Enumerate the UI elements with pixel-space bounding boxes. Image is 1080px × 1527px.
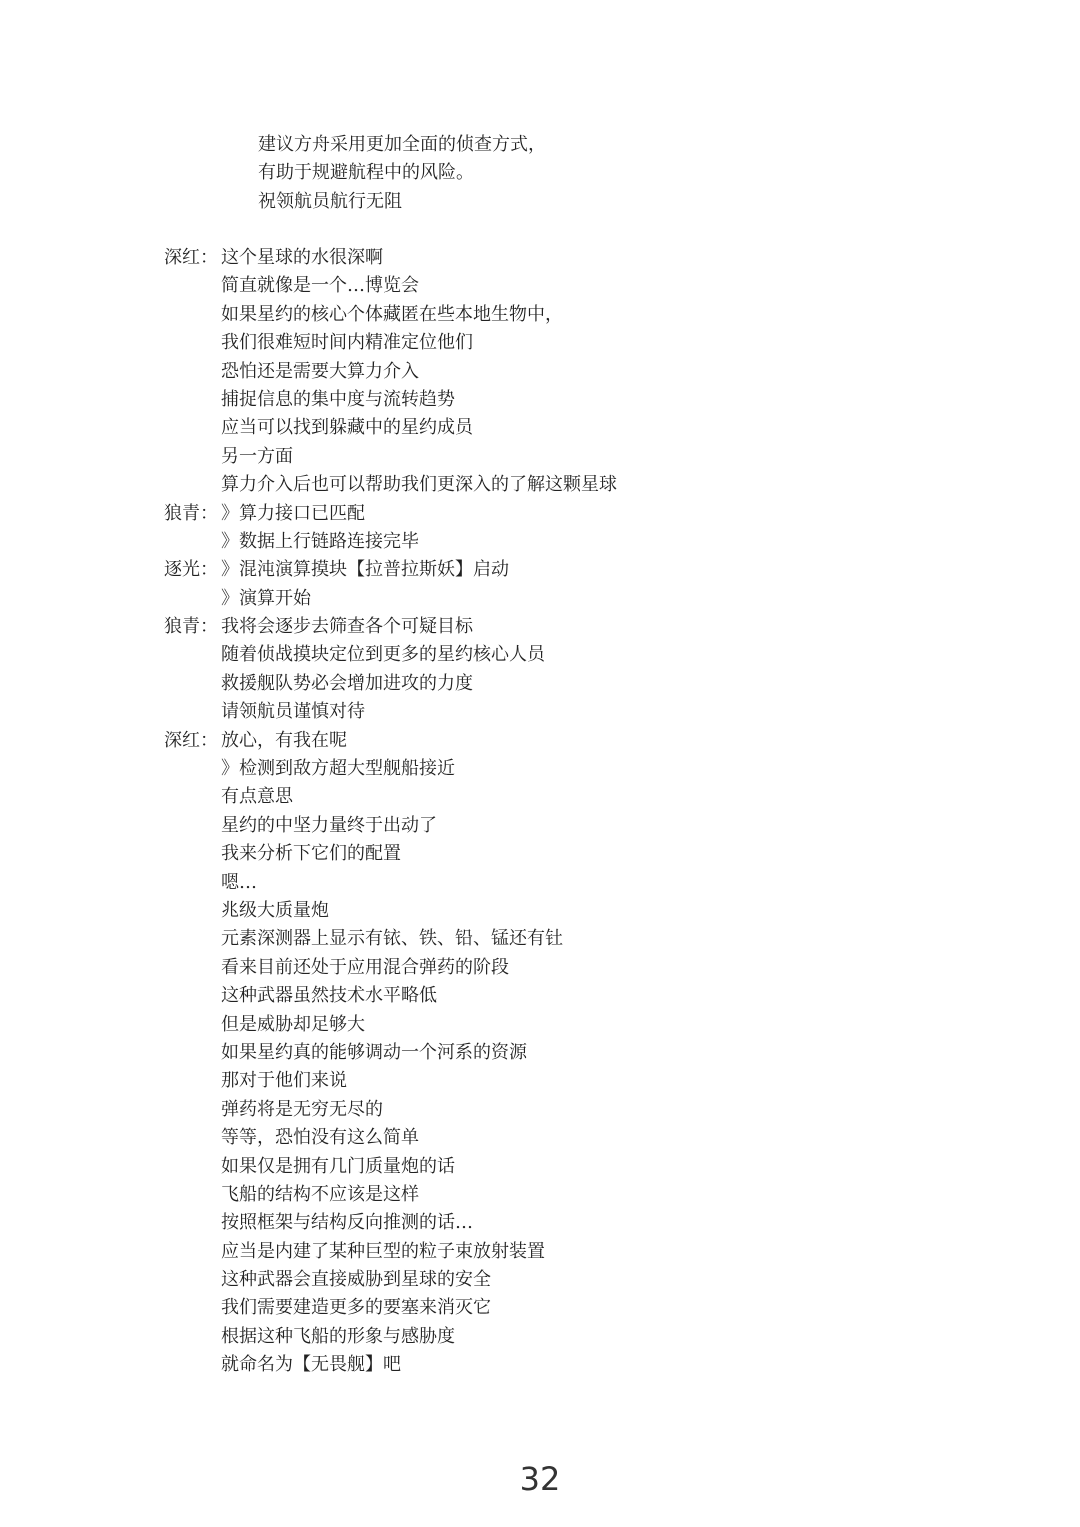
speaker-label [164,1039,221,1067]
intro-block [258,131,546,216]
dialogue-line [164,840,617,868]
speaker-label [164,386,221,414]
speaker-label [164,1294,221,1322]
dialogue-line [164,1238,617,1266]
dialogue-line [164,954,617,982]
speaker-label [164,1096,221,1124]
dialogue-text: 放心，有我在呢 [221,729,347,751]
dialogue-text: 飞船的结构不应该是这样 [221,1183,419,1205]
speaker-label [164,1209,221,1237]
dialogue-line [164,1266,617,1294]
dialogue-text: 另一方面 [221,445,293,467]
dialogue-text: 这种武器会直接威胁到星球的安全 [221,1269,491,1291]
speaker-label [164,1181,221,1209]
dialogue-line [164,244,617,272]
dialogue-line [164,1039,617,1067]
speaker-label [164,528,221,556]
speaker-label [164,1011,221,1039]
dialogue-text: 应当是内建了某种巨型的粒子束放射装置 [221,1240,545,1262]
speaker-label [164,358,221,386]
speaker-label [164,840,221,868]
dialogue-line [164,1181,617,1209]
dialogue-text: 应当可以找到躲藏中的星约成员 [221,417,473,439]
dialogue-text: 这种武器虽然技术水平略低 [221,985,437,1007]
dialogue-line [164,727,617,755]
intro-line: 祝领航员航行无阻 [258,190,402,212]
dialogue-line [164,783,617,811]
page-number: 32 [519,1460,561,1498]
dialogue-text: 如果仅是拥有几门质量炮的话 [221,1155,455,1177]
dialogue-text: 这个星球的水很深啊 [221,247,383,268]
speaker-label: 逐光： [164,559,218,581]
speaker-label [164,443,221,471]
speaker-label: 狼青： [164,502,218,524]
dialogue-text: 》数据上行链路连接完毕 [221,530,419,552]
speaker-label [164,954,221,982]
speaker-label [164,897,221,925]
speaker-label [164,783,221,811]
dialogue-text: 我将会逐步去筛查各个可疑目标 [221,616,473,638]
dialogue-text: 如果星约真的能够调动一个河系的资源 [221,1041,527,1063]
dialogue-text: 看来目前还处于应用混合弹药的阶段 [221,956,509,978]
dialogue-text: 根据这种飞船的形象与感胁度 [221,1325,455,1347]
dialogue-line [164,1096,617,1124]
speaker-label [164,414,221,442]
dialogue-line [164,1067,617,1095]
dialogue-line [164,982,617,1010]
speaker-label [164,585,221,613]
dialogue-text: 我们需要建造更多的要塞来消灭它 [221,1297,491,1319]
dialogue-text: 等等，恐怕没有这么简单 [221,1127,419,1149]
dialogue-line [164,1153,617,1181]
dialogue-line [164,556,617,584]
dialogue-text: 按照框架与结构反向推测的话… [221,1212,473,1234]
dialogue-text: 简直就像是一个…博览会 [221,275,419,297]
speaker-label [164,925,221,953]
speaker-label [164,1238,221,1266]
speaker-label [164,1323,221,1351]
speaker-label [164,471,221,499]
speaker-label: 狼青： [164,616,218,638]
dialogue-line [164,471,617,499]
speaker-label [164,1153,221,1181]
speaker-label [164,1351,221,1379]
dialogue-line [164,272,617,300]
dialogue-text: 嗯… [221,871,257,893]
dialogue-text: 随着侦战摸块定位到更多的星约核心人员 [221,644,545,666]
dialogue-line [164,301,617,329]
dialogue-line [164,358,617,386]
dialogue-line [164,1124,617,1152]
dialogue-line [164,500,617,528]
dialogue-line [164,386,617,414]
dialogue-text: 有点意思 [221,786,293,808]
dialogue-text: 弹药将是无穷无尽的 [221,1098,383,1120]
speaker-label: 深红： [164,247,218,268]
dialogue-line [164,329,617,357]
dialogue-line [164,414,617,442]
speaker-label [164,329,221,357]
speaker-label [164,301,221,329]
dialogue-line [164,1351,617,1379]
intro-line: 有助于规避航程中的风险。 [258,162,474,184]
speaker-label: 深红： [164,729,218,751]
speaker-label [164,641,221,669]
dialogue-text: 请领航员谨慎对待 [221,701,365,723]
dialogue-text: 我们很难短时间内精准定位他们 [221,332,473,354]
dialogue-text: 》演算开始 [221,587,311,609]
dialogue-line [164,925,617,953]
dialogue-text: 我来分析下它们的配置 [221,843,401,865]
dialogue-text: 》混沌演算摸块【拉普拉斯妖】启动 [221,559,509,581]
dialogue-line [164,528,617,556]
speaker-label [164,1067,221,1095]
dialogue-text: 兆级大质量炮 [221,899,329,921]
dialogue-text: 就命名为【无畏舰】吧 [221,1354,401,1376]
dialogue-text: 算力介入后也可以帮助我们更深入的了解这颗星球 [221,474,617,496]
speaker-label [164,812,221,840]
intro-line: 建议方舟采用更加全面的侦查方式， [258,134,546,155]
speaker-label [164,1266,221,1294]
dialogue-text: 如果星约的核心个体藏匿在些本地生物中， [221,303,563,325]
dialogue-line [164,812,617,840]
dialogue-text: 元素深测器上显示有铱、铁、铅、锰还有钍 [221,928,563,950]
dialogue-line [164,869,617,897]
dialogue-text: 但是威胁却足够大 [221,1013,365,1035]
speaker-label [164,869,221,897]
dialogue-line [164,1294,617,1322]
dialogue-block [164,244,617,1380]
dialogue-line [164,613,617,641]
dialogue-text: 那对于他们来说 [221,1070,347,1092]
dialogue-line [164,1011,617,1039]
dialogue-line [164,897,617,925]
dialogue-line [164,641,617,669]
dialogue-text: 》检测到敌方超大型舰船接近 [221,758,455,780]
dialogue-line [164,443,617,471]
dialogue-text: 救援舰队势必会增加进攻的力度 [221,672,473,694]
speaker-label [164,982,221,1010]
speaker-label [164,755,221,783]
speaker-label [164,698,221,726]
dialogue-text: 星约的中坚力量终于出动了 [221,814,437,836]
dialogue-line [164,1209,617,1237]
speaker-label [164,1124,221,1152]
dialogue-text: 捕捉信息的集中度与流转趋势 [221,388,455,410]
dialogue-line [164,698,617,726]
dialogue-text: 恐怕还是需要大算力介入 [221,360,419,382]
dialogue-text: 》算力接口已匹配 [221,502,365,524]
speaker-label [164,670,221,698]
dialogue-line [164,1323,617,1351]
dialogue-line [164,755,617,783]
dialogue-line [164,670,617,698]
speaker-label [164,272,221,300]
dialogue-line [164,585,617,613]
